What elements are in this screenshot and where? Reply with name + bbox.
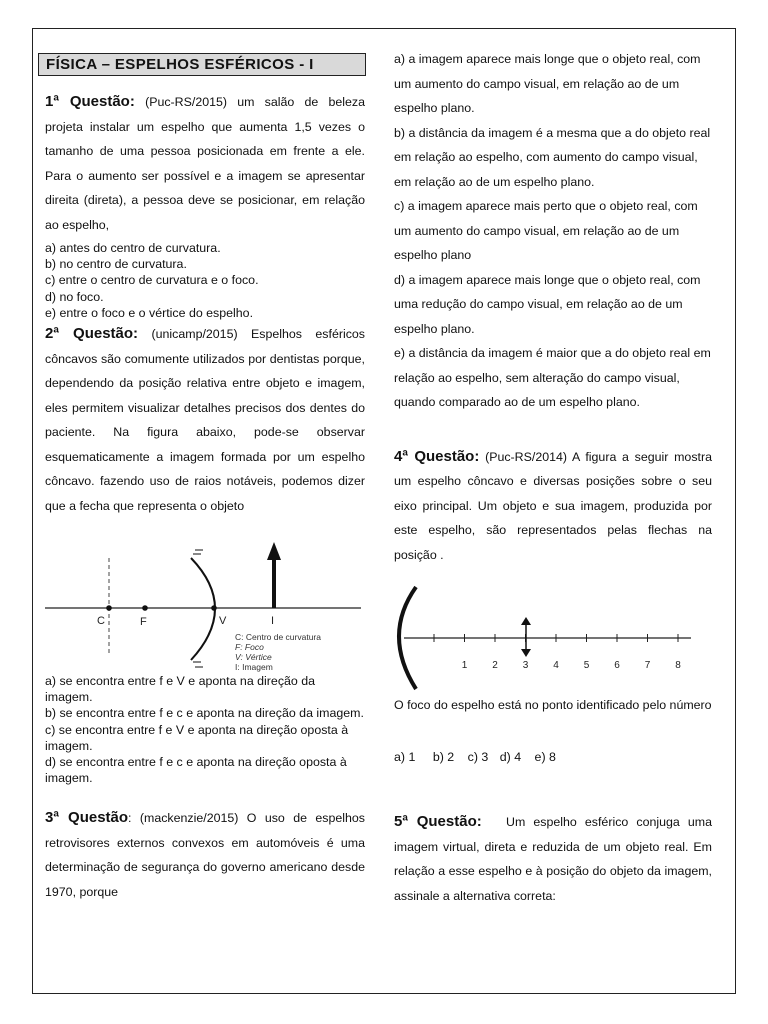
q3-option-c: c) a imagem aparece mais perto que o objeto real, com um aumento do campo visual, em relação ao de um espelho plano (394, 199, 698, 262)
axis-number: 8 (675, 660, 681, 671)
q4-statement (394, 445, 712, 568)
axis-diagram (396, 585, 696, 695)
q5-statement (394, 810, 712, 908)
point-v (211, 605, 217, 611)
q3-option-e: e) a distância da imagem é maior que a do objeto real em relação ao espelho, sem alteração do campo visual, quando comparado ao de um espelho plano. (394, 346, 711, 409)
q3-options (394, 47, 712, 415)
q3-label: 3ª Questão (45, 809, 129, 827)
q1-option-a: a) antes do centro de curvatura. (45, 241, 221, 255)
label-f: F (140, 616, 147, 629)
q4-after-text: O foco do espelho está no ponto identificado pelo número (394, 698, 712, 712)
q1-label: 1ª Questão: (45, 93, 135, 110)
q3-option-a: a) a imagem aparece mais longe que o objeto real, com um aumento do campo visual, em relação ao de um espelho plano. (394, 52, 701, 115)
q2-option-d: d) se encontra entre f e c e aponta na direção oposta à imagem. (45, 755, 347, 786)
q2-options (45, 673, 365, 786)
q2-statement (45, 322, 365, 518)
right-column (394, 47, 712, 908)
label-c: C (97, 615, 105, 628)
q2-label: 2ª Questão: (45, 325, 139, 343)
legend-f: F: Foco (235, 642, 264, 653)
arrow-up-head (521, 617, 531, 625)
q4-options (394, 750, 712, 764)
q4-option-a: a) 1 (394, 750, 416, 765)
arrow-down-head (521, 649, 531, 657)
axis-ticks (434, 634, 681, 671)
image-arrow-head (267, 542, 281, 560)
q2-option-a: a) se encontra entre f e V e aponta na direção da imagem. (45, 674, 316, 705)
q3-option-d: d) a imagem aparece mais longe que o objeto real, com uma redução do campo visual, em relação ao de um espelho plano. (394, 272, 701, 336)
legend-v: V: Vértice (235, 652, 272, 663)
label-v: V (219, 615, 227, 628)
q3-option-b: b) a distância da imagem é a mesma que a do objeto real em relação ao espelho, com aumento do campo visual, em relação ao de um espelho plano. (394, 125, 711, 189)
legend-c: C: Centro de curvatura (235, 632, 321, 643)
page-title: FÍSICA – ESPELHOS ESFÉRICOS - I (38, 53, 366, 76)
q4-label: 4ª Questão: (394, 447, 480, 465)
q1-option-c: c) entre o centro de curvatura e o foco. (45, 273, 259, 288)
q1-option-b: b) no centro de curvatura. (45, 257, 187, 272)
q4-text: (Puc-RS/2014) A figura a seguir mostra um espelho côncavo e diversas posições sobre o seu eixo principal. Um objeto e sua imagem, produzida por este espelho, são representados pelas flechas na posição . (394, 449, 712, 562)
axis-number: 1 (461, 660, 468, 671)
point-f (142, 605, 148, 611)
legend-i: I: Imagem (235, 662, 273, 673)
q3-text: : (mackenzie/2015) O uso de espelhos retrovisores externos convexos em automóveis é uma determinação de segurança do governo americano desde 1970, porque (45, 811, 365, 899)
q4-option-d: d) 4 (499, 750, 522, 765)
axis-number: 4 (553, 660, 559, 671)
q4-option-b: b) 2 (432, 750, 455, 765)
q1-options (45, 240, 365, 321)
q2-option-b: b) se encontra entre f e c e aponta na direção da imagem. (45, 706, 364, 721)
q1-option-e: e) entre o foco e o vértice do espelho. (45, 305, 254, 320)
q1-statement (45, 90, 365, 237)
mirror-diagram (43, 536, 363, 676)
axis-number: 6 (614, 660, 620, 671)
left-column (45, 90, 365, 904)
q2-text: (unicamp/2015) Espelhos esféricos côncavos são comumente utilizados por dentistas porque, dependendo da posição relativa entre objeto e imagem, eles permitem visualizar detalhes precisos dos dentes do paciente. Na figura abaixo, pode-se observar esquematicamente a imagem formada por um espelho côncavo. fazendo uso de raios notáveis, podemos dizer que a fecha que representa o objeto (45, 327, 365, 513)
axis-number: 2 (492, 660, 498, 671)
q1-option-d: d) no foco. (45, 289, 104, 304)
point-c (106, 605, 112, 611)
q2-option-c: c) se encontra entre f e V e aponta na direção oposta à imagem. (45, 722, 349, 753)
label-i: I (271, 615, 275, 628)
q5-text: Um espelho esférico conjuga uma imagem virtual, direta e reduzida de um objeto real. Em relação a esse espelho e à posição do objeto da imagem, assinale a alternativa correta: (394, 815, 712, 903)
q4-option-c: c) 3 (467, 750, 489, 765)
q3-statement (45, 806, 365, 904)
q4-option-e: e) 8 (534, 750, 556, 765)
q1-text: (Puc-RS/2015) um salão de beleza projeta instalar um espelho que aumenta 1,5 vezes o tamanho de uma pessoa posicionada em frente a ele. Para o aumento ser possível e a imagem se apresentar direita (direta), a pessoa deve se posicionar, em relação ao espelho, (45, 95, 365, 232)
axis-number: 3 (522, 660, 529, 671)
q5-label: 5ª Questão: (394, 813, 482, 831)
axis-number: 7 (644, 660, 651, 671)
axis-number: 5 (583, 660, 590, 671)
